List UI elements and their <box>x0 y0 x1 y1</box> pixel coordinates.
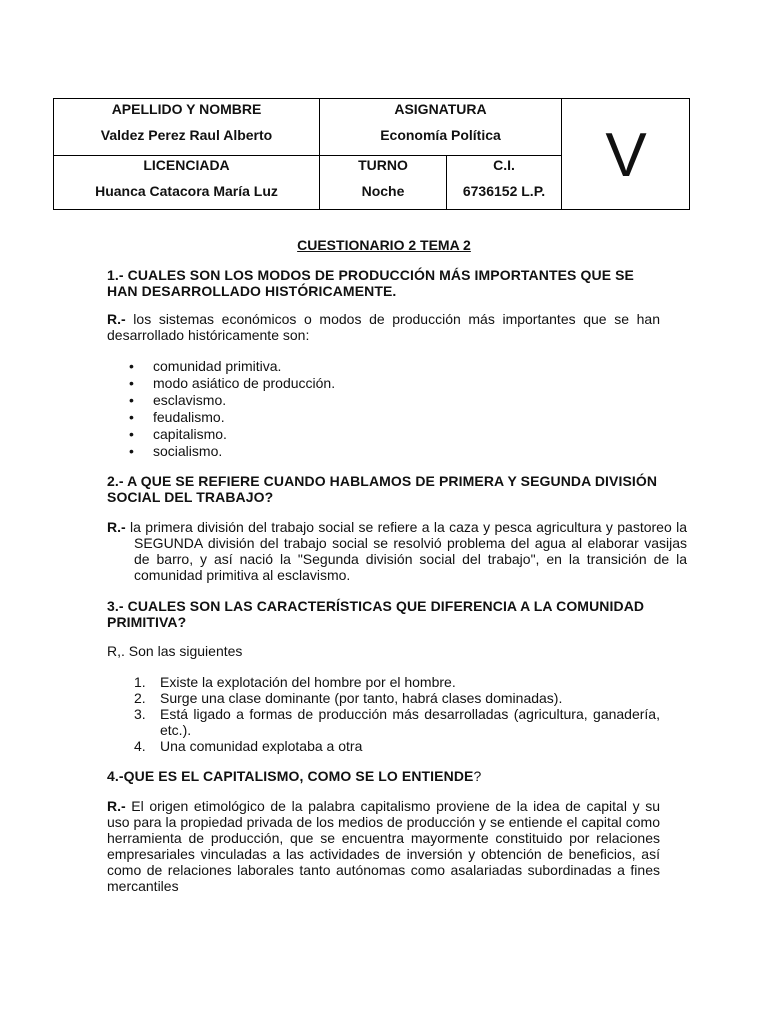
shift-value: Noche <box>361 183 405 199</box>
teacher-label: LICENCIADA <box>143 157 230 173</box>
header-table <box>53 98 690 210</box>
list-item: • feudalismo. <box>129 409 225 425</box>
answer-1 <box>107 311 660 343</box>
bullet: • <box>129 392 134 408</box>
bullet: • <box>129 375 134 391</box>
bullet: • <box>129 443 134 459</box>
question-mark: ? <box>473 768 482 784</box>
name-value: Valdez Perez Raul Alberto <box>100 127 273 143</box>
subject-label: ASIGNATURA <box>394 101 487 117</box>
answer-prefix: R.- <box>107 311 126 327</box>
name-label: APELLIDO Y NOMBRE <box>111 101 262 117</box>
grade-letter: V <box>605 120 647 190</box>
answer-prefix: R.- <box>107 798 126 814</box>
list-item: • comunidad primitiva. <box>129 358 282 374</box>
ci-label: C.I. <box>493 157 515 173</box>
answer-2 <box>107 519 687 583</box>
subject-cell <box>320 99 561 155</box>
answer-4 <box>107 798 660 894</box>
list-item: 3. Está ligado a formas de producción más desarrolladas (agricultura, ganadería, etc.). <box>134 706 660 738</box>
ci-value: 6736152 L.P. <box>462 183 546 199</box>
answer-3: R,. Son las siguientes <box>107 643 243 659</box>
shift-label: TURNO <box>358 157 408 173</box>
question-text: 4.-QUE ES EL CAPITALISMO, COMO SE LO ENTIENDE <box>107 768 474 784</box>
modes-list <box>107 358 335 460</box>
answer-prefix: R.- <box>107 519 126 535</box>
shift-cell <box>320 155 446 211</box>
characteristics-list <box>107 674 660 754</box>
list-item: • modo asiático de producción. <box>129 375 336 391</box>
teacher-value: Huanca Catacora María Luz <box>95 183 278 199</box>
answer-text: la primera división del trabajo social se refiere a la caza y pesca agricultura y pastoreo la SEGUNDA división del trabajo social se resolvió problema del agua al elaborar vasijas de barro, y así nació la "Segunda división social del trabajo", en la transición de la comunidad primitiva al esclavismo. <box>125 519 687 583</box>
question-4 <box>107 768 662 784</box>
page-title: CUESTIONARIO 2 TEMA 2 <box>297 237 471 253</box>
question-3: 3.- CUALES SON LAS CARACTERÍSTICAS QUE DIFERENCIA A LA COMUNIDAD PRIMITIVA? <box>107 598 645 630</box>
bullet: • <box>129 409 134 425</box>
ci-cell <box>447 155 561 211</box>
list-item: 1. Existe la explotación del hombre por el hombre. <box>134 674 456 690</box>
list-item: • capitalismo. <box>129 426 227 442</box>
question-2: 2.- A QUE SE REFIERE CUANDO HABLAMOS DE PRIMERA Y SEGUNDA DIVISIÓN SOCIAL DEL TRABAJO? <box>107 473 658 505</box>
list-item: • esclavismo. <box>129 392 227 408</box>
answer-text: los sistemas económicos o modos de producción más importantes que se han desarrollado históricamente son: <box>107 311 660 343</box>
answer-text: El origen etimológico de la palabra capitalismo proviene de la idea de capital y su uso para la propiedad privada de los medios de producción y se entiende el capital como herramienta de producción, que se encuentra mayormente constituido por relaciones empresariales vinculadas a las actividades de inversión y obtención de beneficios, así como de relaciones laborales tanto autónomas como asalariadas subordinadas a fines mercantiles <box>107 798 660 894</box>
name-cell <box>54 99 319 155</box>
subject-value: Economía Política <box>380 127 501 143</box>
list-item: 2. Surge una clase dominante (por tanto, habrá clases dominadas). <box>134 690 563 706</box>
list-item: • socialismo. <box>129 443 223 459</box>
teacher-cell <box>54 155 319 211</box>
bullet: • <box>129 358 134 374</box>
list-item: 4. Una comunidad explotaba a otra <box>134 738 363 754</box>
question-1: 1.- CUALES SON LOS MODOS DE PRODUCCIÓN MÁS IMPORTANTES QUE SE HAN DESARROLLADO HISTÓRICAMENTE. <box>107 267 634 299</box>
bullet: • <box>129 426 134 442</box>
